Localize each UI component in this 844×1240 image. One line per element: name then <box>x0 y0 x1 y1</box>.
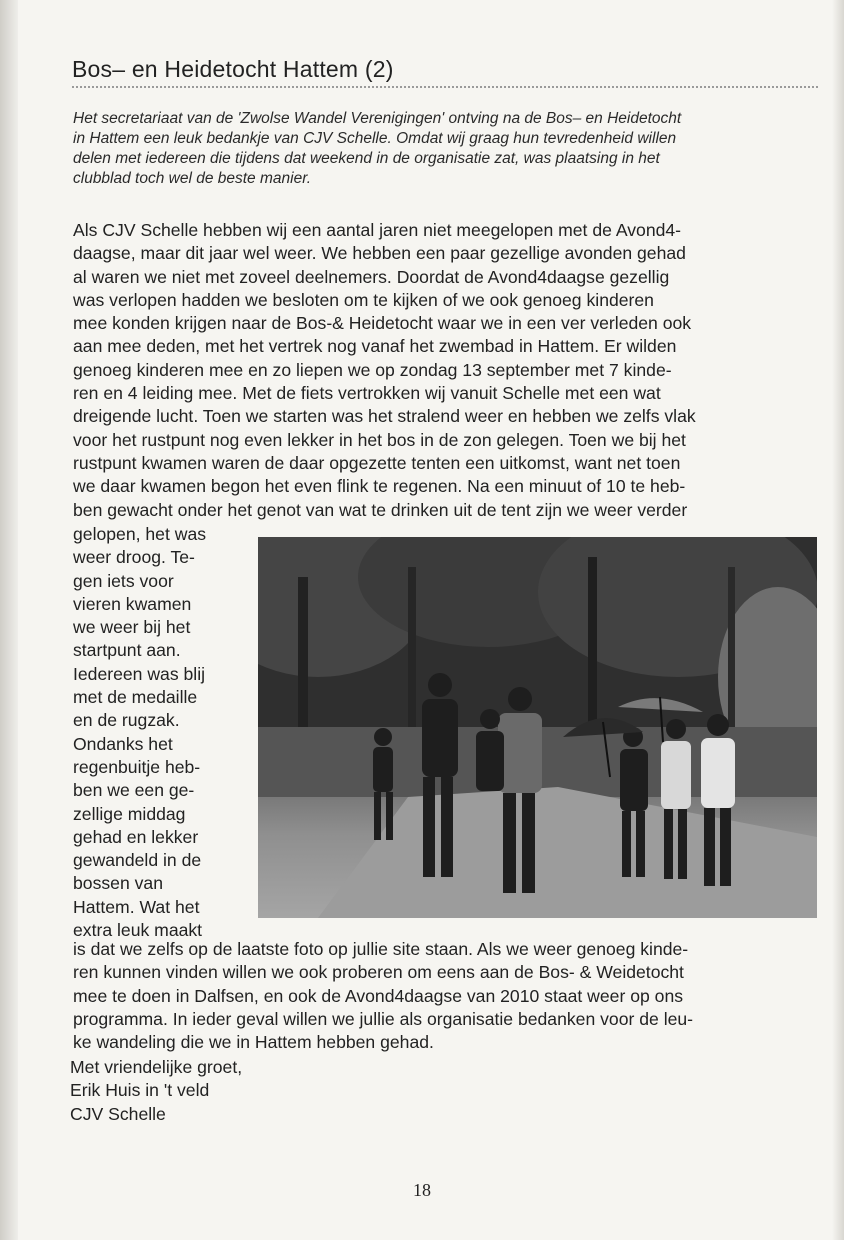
page-number: 18 <box>413 1180 431 1200</box>
column-line: vieren kwamen <box>73 593 192 614</box>
after-line: programma. In ieder geval willen we jullie als organisatie bedanken voor de leu- <box>73 1008 694 1029</box>
after-line: ren kunnen vinden willen we ook proberen om eens aan de Bos- & Weidetocht <box>73 962 684 983</box>
column-line: extra leuk maakt <box>73 920 203 941</box>
column-line: ben we een ge- <box>73 780 195 801</box>
body-line: ren en 4 leiding mee. Met de fiets vertrokken wij vanuit Schelle met een wat <box>73 383 661 404</box>
body-line: al waren we niet met zoveel deelnemers. Doordat de Avond4daagse gezellig <box>73 266 670 287</box>
title-divider <box>72 86 818 88</box>
column-line: bossen van <box>73 873 163 894</box>
group-walking-photo <box>258 537 817 918</box>
closing-paragraph <box>73 938 813 1054</box>
after-line: mee te doen in Dalfsen, en ook de Avond4daagse van 2010 staat weer op ons <box>73 985 684 1006</box>
photo-wrap-column <box>73 523 263 942</box>
column-line: gehad en lekker <box>73 826 199 847</box>
body-line: genoeg kinderen mee en zo liepen we op zondag 13 september met 7 kinde- <box>73 359 672 380</box>
column-line: we weer bij het <box>73 617 191 638</box>
body-line: voor het rustpunt nog even lekker in het bos in de zon gelegen. Toen we bij het <box>73 429 686 450</box>
after-line: is dat we zelfs op de laatste foto op jullie site staan. Als we weer genoeg kinde- <box>73 939 689 959</box>
after-line: ke wandeling die we in Hattem hebben gehad. <box>73 1032 434 1053</box>
signature-organisation: CJV Schelle <box>70 1103 166 1124</box>
body-line: was verlopen hadden we besloten om te kijken of we ook genoeg kinderen <box>73 289 654 310</box>
column-line: weer droog. Te- <box>73 547 195 568</box>
page-right-edge <box>832 0 844 1240</box>
column-line: Iedereen was blij <box>73 663 206 684</box>
body-paragraph <box>73 219 813 522</box>
body-line: daagse, maar dit jaar wel weer. We hebben een paar gezellige avonden gehad <box>73 243 686 264</box>
column-line: Ondanks het <box>73 733 173 754</box>
signature-name: Erik Huis in 't veld <box>70 1080 210 1101</box>
body-line: aan mee deden, met het vertrek nog vanaf het zwembad in Hattem. Er wilden <box>73 336 677 357</box>
column-line: Hattem. Wat het <box>73 896 200 917</box>
photo-illustration <box>258 537 817 918</box>
page-title: Bos– en Heidetocht Hattem (2) <box>72 56 394 82</box>
body-line: dreigende lucht. Toen we starten was het stralend weer en hebben we zelfs vlak <box>73 406 696 427</box>
column-line: startpunt aan. <box>73 640 181 661</box>
body-line: we daar kwamen begon het even flink te regenen. Na een minuut of 10 te heb- <box>73 476 686 497</box>
column-line: en de rugzak. <box>73 710 180 731</box>
body-line: ben gewacht onder het genot van wat te drinken uit de tent zijn we weer verder <box>73 499 688 520</box>
column-line: regenbuitje heb- <box>73 756 201 777</box>
column-line: met de medaille <box>73 687 198 708</box>
body-line: Als CJV Schelle hebben wij een aantal jaren niet meegelopen met de Avond4- <box>73 220 682 240</box>
page-binding-edge <box>0 0 18 1240</box>
column-line: zellige middag <box>73 803 186 824</box>
signature-block <box>70 1056 242 1126</box>
column-line: gen iets voor <box>73 570 174 591</box>
column-line: gelopen, het was <box>73 524 207 544</box>
intro-paragraph: Het secretariaat van de 'Zwolse Wandel Verenigingen' ontving na de Bos– en Heidetocht in Hattem een leuk bedankje van CJV Schelle. Omdat wij graag hun tevredenheid willen delen met iedereen die tijdens dat weekend in de organisatie zat, was plaatsing in het clubblad toch wel de beste manier. <box>73 110 682 187</box>
body-line: rustpunt kwamen waren de daar opgezette tenten een uitkomst, want net toen <box>73 452 681 473</box>
column-line: gewandeld in de <box>73 850 202 871</box>
signature-greeting: Met vriendelijke groet, <box>70 1057 243 1077</box>
body-line: mee konden krijgen naar de Bos-& Heidetocht waar we in een ver verleden ook <box>73 313 692 334</box>
